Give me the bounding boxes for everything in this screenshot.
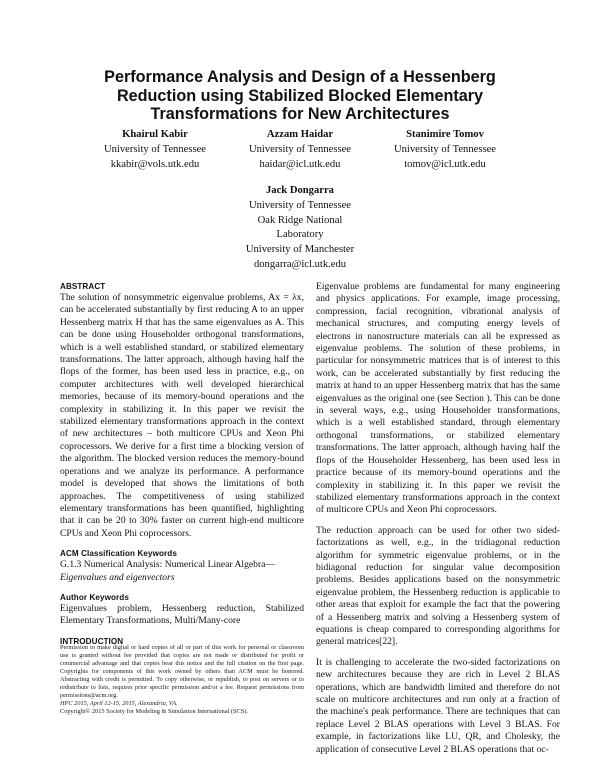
- author-affiliation: University of Manchester: [245, 244, 355, 256]
- acm-classification: [60, 559, 304, 584]
- author-email: kkabir@vols.utk.edu: [110, 158, 200, 170]
- copyright-text: Permission to make digital or hard copies of all or part of this work for personal or classroom use is granted without fee provided that copies are not made or distributed for profit or commercial advantage and that copies bear this notice and the full citation on the first page. Copyrights for components of this work owned by others than ACM must be honored. Abstracting with credit is permitted. To copy otherwise, or republish, to post on servers or to redistribute to lists, requires prior specific permission and/or a fee. Request permissions from permissions@acm.org.: [60, 644, 304, 700]
- author-email: haidar@icl.utk.edu: [259, 158, 341, 170]
- left-column: [60, 281, 304, 647]
- abstract-heading: ABSTRACT: [60, 282, 106, 291]
- author-affiliation: Laboratory: [276, 229, 324, 241]
- copyright-venue: HPC 2015, April 12-15, 2015, Alexandria, VA.: [60, 700, 178, 708]
- keywords-heading: Author Keywords: [60, 592, 129, 602]
- body-paragraph: Eigenvalue problems are fundamental for many engineering and physics applications. For example, image processing, compression, facial recognition, vibrational analysis of mechanical structures, and computing energy levels of electrons in nanostructure materials can all be expressed as eigenvalue problems. The solution of these problems, in particular for nonsymmetric matrices that is of interest to this work, can be accelerated substantially by first reducing the matrix at hand to an upper Hessenberg matrix that has the same eigenvalues as the original one (see Section ). This can be done in several ways, e.g., using Householder transformations, which is a well established standard, through elementary orthogonal transformations, or stabilized elementary transformations. The latter approach, although having half the flops of the Householder Hessenberg, has been used less in practice because of its memory-bound operations and the complexity in stabilizing it. In this paper we revisit the stabilized elementary transformations approach in the context of multicore CPUs and Xeon Phi coprocessors.: [316, 281, 560, 516]
- author-affiliation: University of Tennessee: [393, 143, 497, 155]
- keywords-text: Eigenvalues problem, Hessenberg reduction, Stabilized Elementary Transformations, Multi/Many-core: [60, 602, 304, 627]
- copyright-line: Copyright© 2015 Society for Modeling & Simulation International (SCS).: [60, 708, 248, 716]
- paper-title: [60, 68, 540, 124]
- title-line: Transformations for New Architectures: [150, 105, 450, 123]
- author-block: [205, 184, 395, 273]
- body-paragraph: It is challenging to accelerate the two-sided factorizations on new architectures because they are rich in Level 2 BLAS operations, which are bandwidth limited and therefore do not scale on multicore architectures and run only at a fraction of the machine's peak performance. There are techniques that can replace Level 2 BLAS operations with Level 3 BLAS. For example, in factorizations like LU, QR, and Cholesky, the application of consecutive Level 2 BLAS operations that oc-: [316, 656, 560, 755]
- author-email: dongarra@icl.utk.edu: [253, 258, 347, 270]
- title-line: Performance Analysis and Design of a Hessenberg: [104, 68, 496, 86]
- author-affiliation: University of Tennessee: [248, 199, 352, 211]
- copyright-block: [60, 644, 304, 716]
- title-line: Reduction using Stabilized Blocked Elementary: [116, 86, 484, 105]
- author-block: [350, 128, 540, 172]
- introduction-heading: INTRODUCTION: [60, 636, 124, 646]
- acm-italic: Eigenvalues and eigenvectors: [60, 571, 175, 583]
- author-name: Stanimire Tomov: [406, 129, 484, 140]
- author-affiliation: Oak Ridge National: [257, 214, 343, 226]
- author-name: Jack Dongarra: [266, 185, 334, 196]
- right-column: [316, 281, 560, 756]
- author-affiliation: University of Tennessee: [248, 143, 352, 155]
- body-paragraph: The reduction approach can be used for other two sided-factorizations as well, e.g., in the tridiagonal reduction algorithm for symmetric eigenvalue problems, or in the bidiagonal reduction for singular value decomposition problems. Besides applications based on the nonsymmetric eigenvalue problem, the Hessenberg reduction is applicable to other areas that exploit for example the fact that the powering of a Hessenberg matrix and solving a Hessenberg system of equations is cheap compared to corresponding algorithms for general matrices[22].: [316, 524, 560, 648]
- author-affiliation: University of Tennessee: [103, 143, 207, 155]
- acm-heading: ACM Classification Keywords: [60, 549, 177, 559]
- abstract-text: The solution of nonsymmetric eigenvalue problems, Ax = λx, can be accelerated substantially by first reducing A to an upper Hessenberg matrix H that has the same eigenvalues as A. This can be done using Householder orthogonal transformations, which is a well established standard, or stabilized elementary transformations. The latter approach, although having half the flops of the former, has been used less in practice, e.g., on computer architectures with well developed hierarchical memories, because of its memory-bound operations and the complexity in stabilizing it. In this paper we revisit the stabilized elementary transformations approach in the context of new architectures – both multicore CPUs and Xeon Phi coprocessors. We derive for a first time a blocking version of the algorithm. The blocked version reduces the memory-bound operations and we analyze its performance. A performance model is developed that shows the limitations of both approaches. The competitiveness of using stabilized elementary transformations has been quantified, highlighting that it can be 20 to 30% faster on current high-end multicore CPUs and Xeon Phi coprocessors.: [60, 292, 304, 539]
- author-name: Khairul Kabir: [122, 129, 188, 140]
- author-name: Azzam Haidar: [266, 129, 334, 140]
- author-email: tomov@icl.utk.edu: [404, 158, 486, 170]
- acm-line: G.1.3 Numerical Analysis: Numerical Linear Algebra—: [60, 559, 275, 571]
